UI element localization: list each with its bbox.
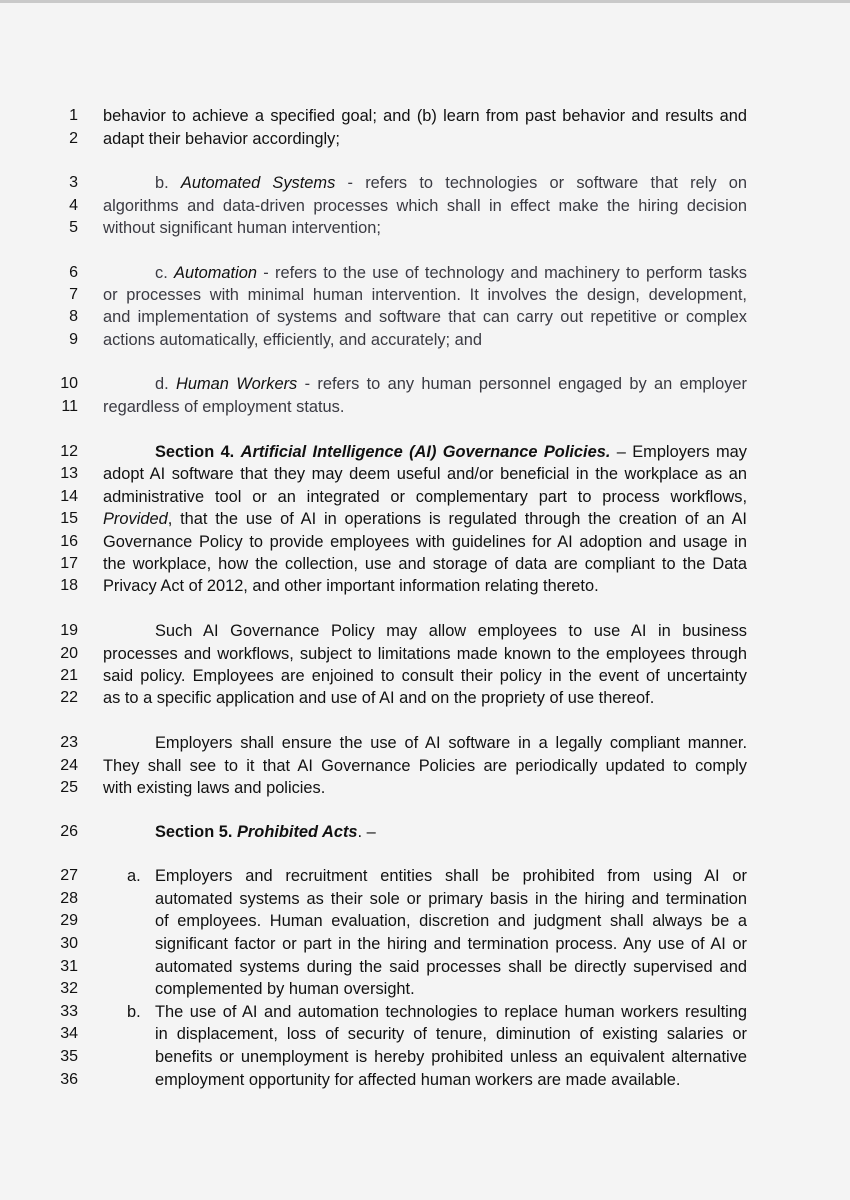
body-text-line: Employers shall ensure the use of AI software in a legally compliant manner. xyxy=(155,734,747,752)
body-text-line: Privacy Act of 2012, and other important information relating thereto. xyxy=(103,577,599,595)
list-item-line: employment opportunity for affected human workers are made available. xyxy=(155,1071,681,1089)
body-text-line: Such AI Governance Policy may allow employees to use AI in business xyxy=(155,622,747,640)
line-number: 23 xyxy=(60,734,78,751)
line-number: 5 xyxy=(69,219,78,236)
section-heading-line xyxy=(155,441,747,463)
definition-text: - refers to technologies or software that rely on xyxy=(335,174,748,192)
definition-line xyxy=(155,373,747,395)
line-number: 35 xyxy=(60,1048,78,1065)
body-text-line: administrative tool or an integrated or complementary part to process workflows, xyxy=(103,488,747,506)
defined-term: Automation xyxy=(174,264,257,282)
body-text-line: or processes with minimal human intervention. It involves the design, development, xyxy=(103,286,747,304)
line-number: 22 xyxy=(60,689,78,706)
line-number: 14 xyxy=(60,488,78,505)
list-marker: a. xyxy=(127,867,141,885)
line-number: 9 xyxy=(69,331,78,348)
line-number: 1 xyxy=(69,107,78,124)
list-marker: b. xyxy=(127,1003,141,1021)
section-number: Section 5. xyxy=(155,823,233,841)
list-item-line: Employers and recruitment entities shall be prohibited from using AI or xyxy=(155,867,747,885)
line-number: 15 xyxy=(60,510,78,527)
line-number: 17 xyxy=(60,555,78,572)
definition-letter: b. xyxy=(155,174,169,192)
list-item-line: benefits or unemployment is hereby prohibited unless an equivalent alternative xyxy=(155,1048,747,1066)
list-item-line: of employees. Human evaluation, discretion and judgment shall always be a xyxy=(155,912,747,930)
line-number: 24 xyxy=(60,757,78,774)
body-text-line: Governance Policy to provide employees with guidelines for AI adoption and usage in xyxy=(103,533,747,551)
line-number: 6 xyxy=(69,264,78,281)
section-number: Section 4. xyxy=(155,443,235,461)
list-item-line: in displacement, loss of security of tenure, diminution of existing salaries or xyxy=(155,1025,747,1043)
body-text-line: algorithms and data-driven processes which shall in effect make the hiring decision xyxy=(103,197,747,215)
body-text-line: regardless of employment status. xyxy=(103,398,345,416)
line-number: 4 xyxy=(69,197,78,214)
list-item-line: The use of AI and automation technologies to replace human workers resulting xyxy=(155,1003,747,1021)
body-text-line: as to a specific application and use of AI and on the propriety of use thereof. xyxy=(103,689,655,707)
body-text-line: and implementation of systems and software that can carry out repetitive or complex xyxy=(103,308,747,326)
body-text-line: They shall see to it that AI Governance Policies are periodically updated to comply xyxy=(103,757,747,775)
line-number: 19 xyxy=(60,622,78,639)
line-number: 8 xyxy=(69,308,78,325)
line-number: 12 xyxy=(60,443,78,460)
section-text: . – xyxy=(357,823,376,841)
line-number: 11 xyxy=(61,398,78,415)
body-text-line: adapt their behavior accordingly; xyxy=(103,130,340,148)
body-text-line: said policy. Employees are enjoined to consult their policy in the event of uncertainty xyxy=(103,667,747,685)
list-item-line: automated systems during the said processes shall be directly supervised and xyxy=(155,958,747,976)
line-number: 18 xyxy=(60,577,78,594)
line-number: 32 xyxy=(60,980,78,997)
line-number: 26 xyxy=(60,823,78,840)
list-item-line: complemented by human oversight. xyxy=(155,980,415,998)
line-number: 21 xyxy=(60,667,78,684)
definition-line xyxy=(155,262,747,284)
body-text-line: actions automatically, efficiently, and accurately; and xyxy=(103,331,483,349)
list-item-line: significant factor or part in the hiring and termination process. Any use of AI or xyxy=(155,935,747,953)
definition-letter: d. xyxy=(155,375,169,393)
body-text-line: with existing laws and policies. xyxy=(103,779,326,797)
line-number: 31 xyxy=(60,958,78,975)
line-number: 10 xyxy=(60,375,78,392)
line-number: 20 xyxy=(60,645,78,662)
line-number: 36 xyxy=(60,1071,78,1088)
body-text-line xyxy=(103,508,747,530)
line-number: 2 xyxy=(69,130,78,147)
line-number: 13 xyxy=(60,465,78,482)
definition-letter: c. xyxy=(155,264,168,282)
line-number: 16 xyxy=(60,533,78,550)
line-number: 3 xyxy=(69,174,78,191)
defined-term: Automated Systems xyxy=(180,174,336,192)
body-text-line: without significant human intervention; xyxy=(103,219,381,237)
line-number: 27 xyxy=(60,867,78,884)
defined-term: Human Workers xyxy=(176,375,298,393)
body-text-line: processes and workflows, subject to limitations made known to the employees through xyxy=(103,645,747,663)
section-title: Artificial Intelligence (AI) Governance Policies. xyxy=(240,443,611,461)
body-text-line: behavior to achieve a specified goal; and (b) learn from past behavior and results and xyxy=(103,107,747,125)
provided-term: Provided xyxy=(103,510,168,528)
section-title: Prohibited Acts xyxy=(237,823,358,841)
definition-text: - refers to the use of technology and machinery to perform tasks xyxy=(256,264,747,282)
definition-line xyxy=(155,172,747,194)
body-text-line: adopt AI software that they may deem useful and/or beneficial in the workplace as an xyxy=(103,465,747,483)
list-item-line: automated systems as their sole or primary basis in the hiring and termination xyxy=(155,890,747,908)
body-text-fragment: , that the use of AI in operations is regulated through the creation of an AI xyxy=(167,510,747,528)
definition-text: - refers to any human personnel engaged by an employer xyxy=(297,375,748,393)
section-text: – Employers may xyxy=(610,443,747,461)
line-number: 33 xyxy=(60,1003,78,1020)
line-number: 30 xyxy=(60,935,78,952)
line-number: 7 xyxy=(69,286,78,303)
line-number: 25 xyxy=(60,779,78,796)
body-text-line: the workplace, how the collection, use and storage of data are compliant to the Data xyxy=(103,555,747,573)
line-number: 28 xyxy=(60,890,78,907)
line-number: 29 xyxy=(60,912,78,929)
section-heading-line xyxy=(155,821,747,843)
line-number: 34 xyxy=(60,1025,78,1042)
